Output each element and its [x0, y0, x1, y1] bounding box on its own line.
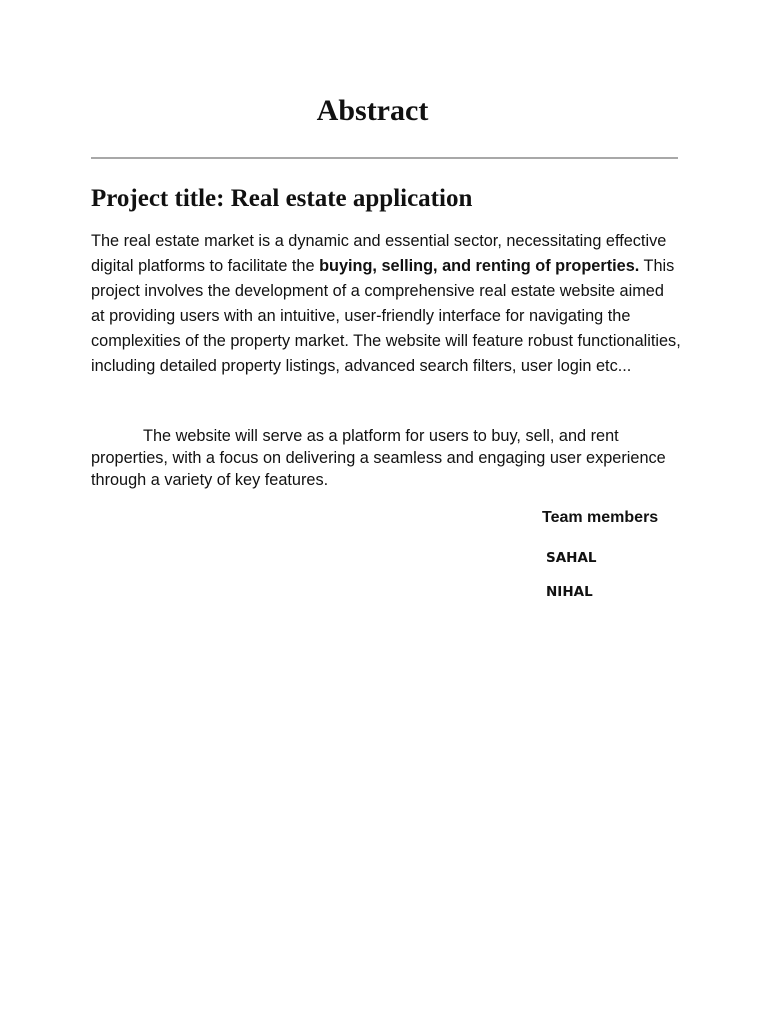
page-title: Abstract	[316, 94, 429, 127]
paragraph-1-bold-text: buying, selling, and renting of properties.	[319, 257, 640, 275]
abstract-paragraph-1	[91, 229, 681, 379]
paragraph-1-text-start: The real estate market is a dynamic and essential sector, necessitating effective digital platforms to facilitate the	[91, 232, 667, 275]
project-title: Project title: Real estate application	[91, 185, 473, 212]
paragraph-1-text-end: This project involves the development of a comprehensive real estate website aimed at providing users with an intuitive, user-friendly interface for navigating the complexities of the property market. The website will feature robust functionalities, including detailed property listings, advanced search filters, user login etc...	[91, 257, 681, 375]
abstract-paragraph-2: The website will serve as a platform for users to buy, sell, and rent properties, with a focus on delivering a seamless and engaging user experience through a variety of key features.	[91, 427, 666, 489]
team-member-name: SAHAL	[546, 550, 597, 566]
horizontal-divider	[91, 157, 678, 159]
team-member-name: NIHAL	[546, 584, 593, 600]
team-members-heading: Team members	[542, 509, 659, 526]
